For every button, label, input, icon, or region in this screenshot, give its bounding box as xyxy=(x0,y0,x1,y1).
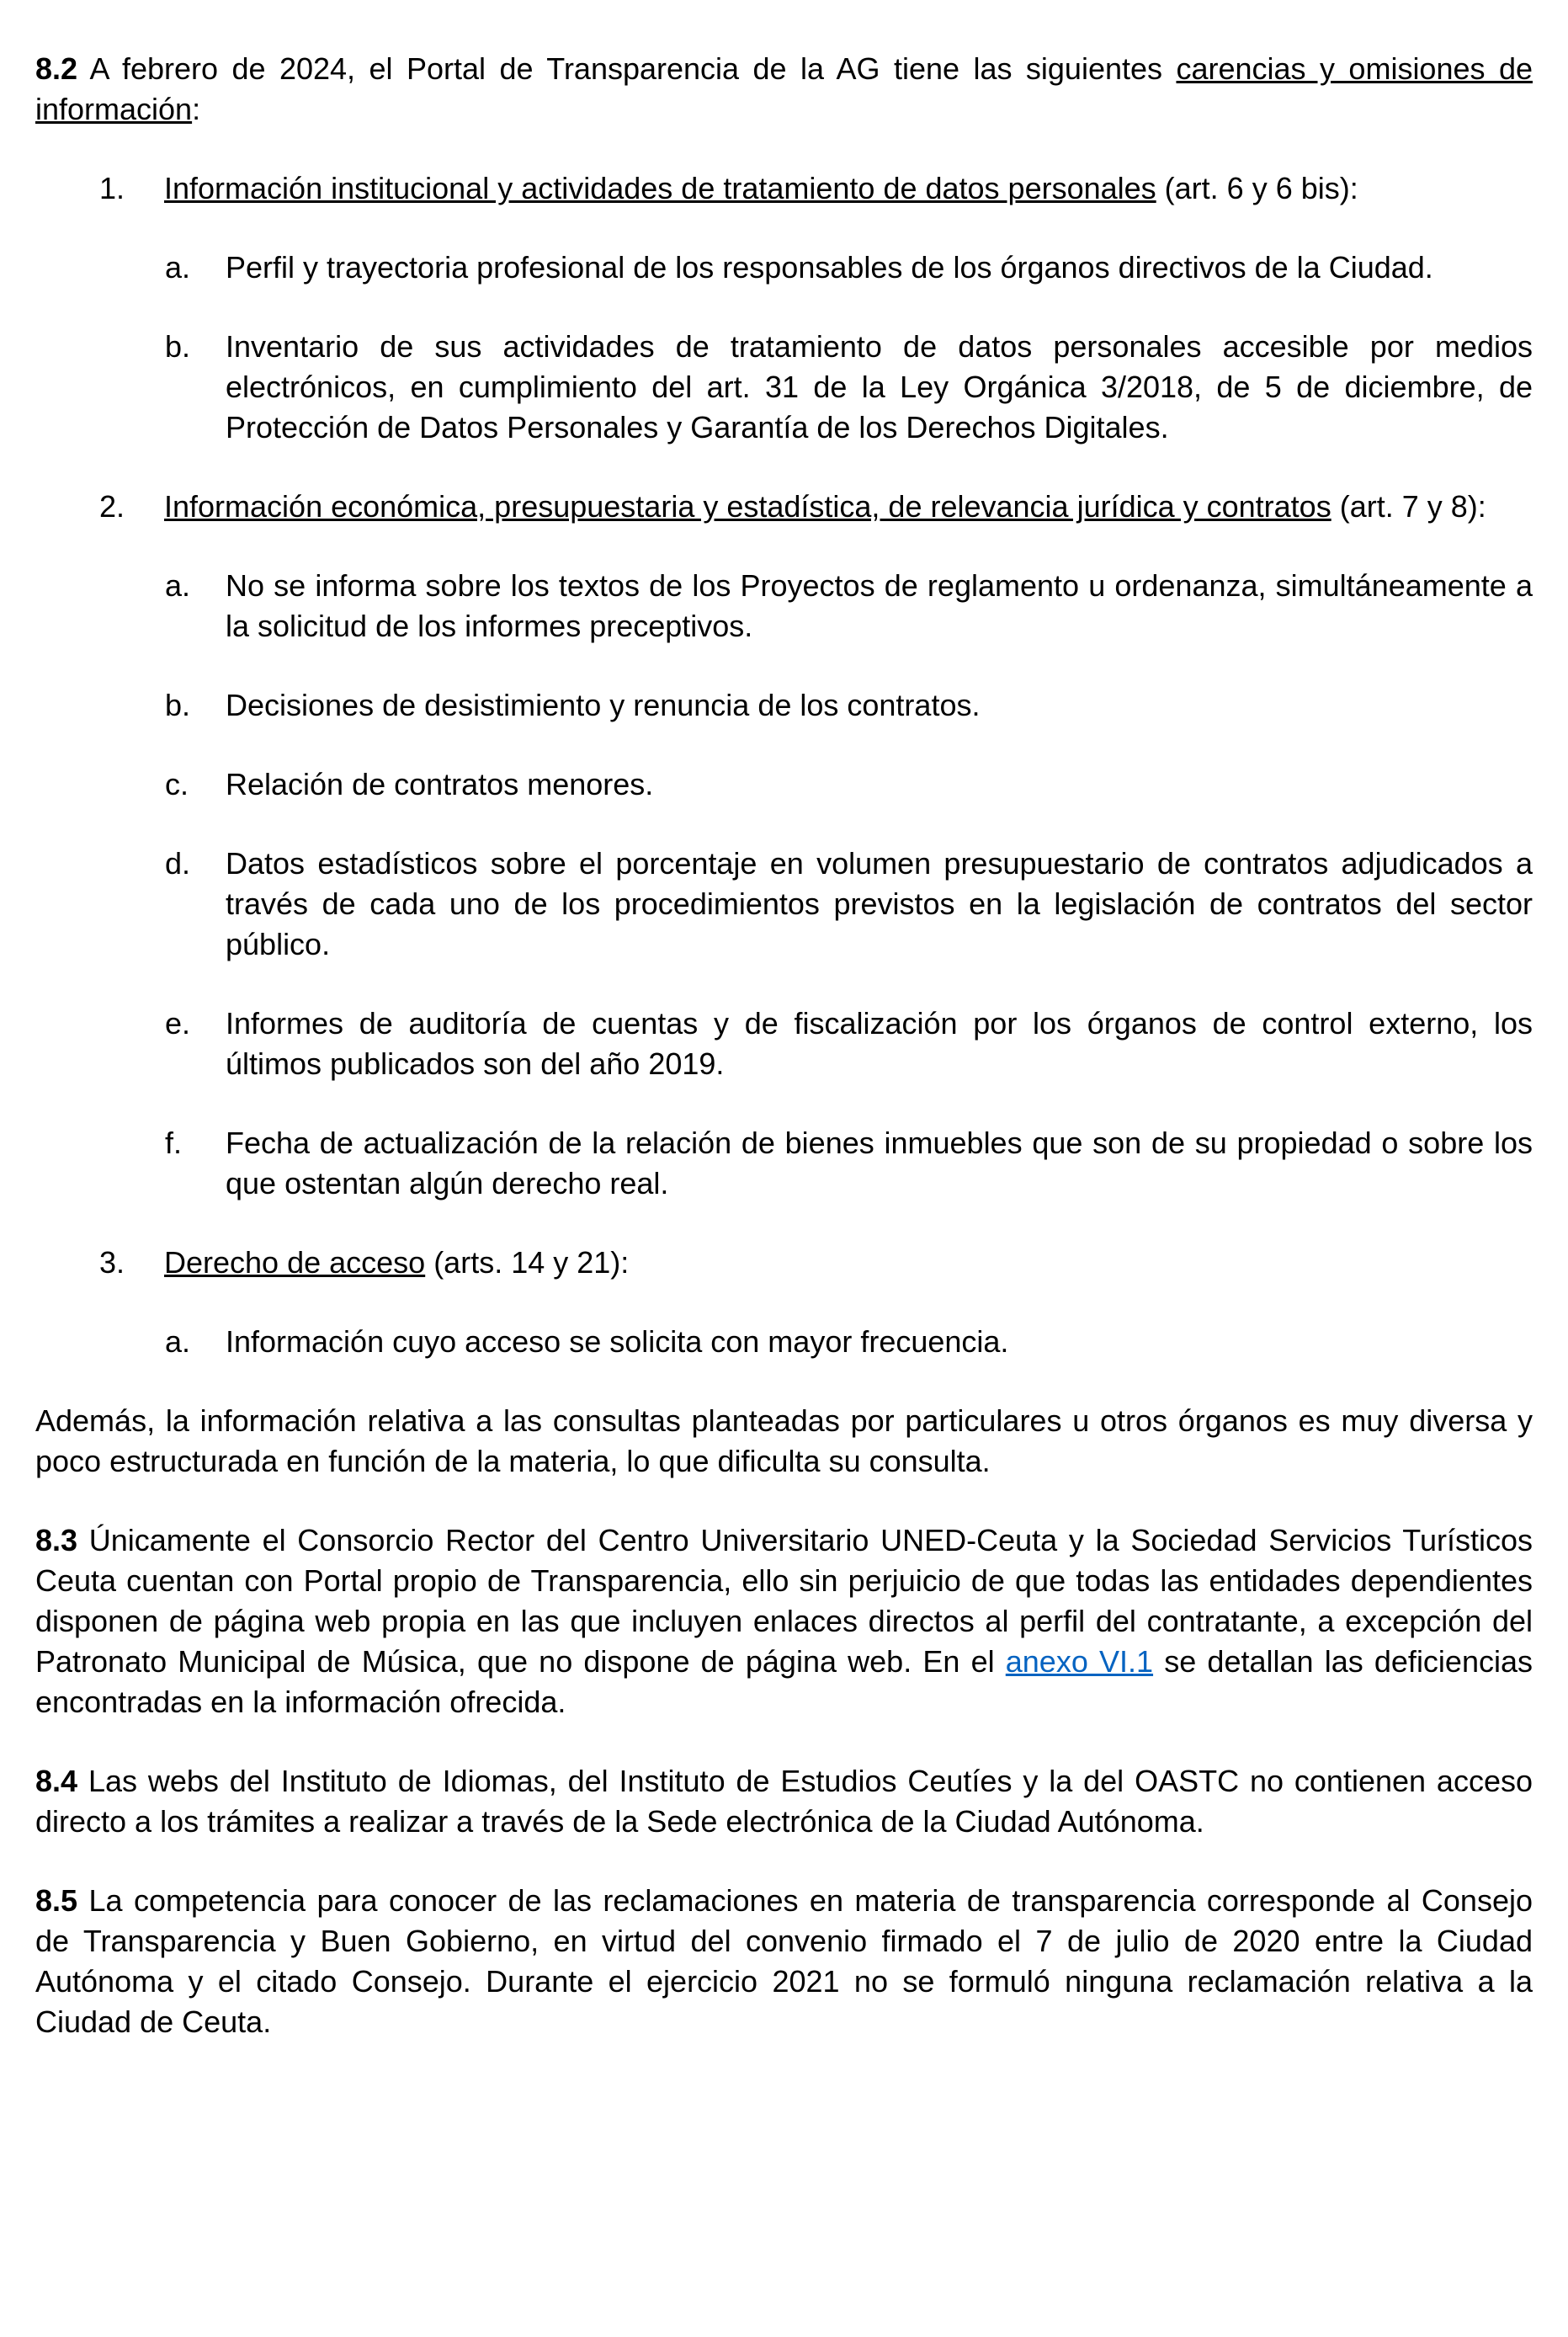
list-marker: f. xyxy=(165,1126,183,1160)
text-run: Las webs del Instituto de Idiomas, del Instituto de Estudios Ceutíes y la del OASTC no contienen acceso directo a los trámites a realizar a través de la Sede electrónica de la Ciudad Autónoma. xyxy=(35,1764,1533,1839)
section-number-8-5: 8.5 xyxy=(35,1883,78,1918)
list-marker: b. xyxy=(165,688,191,722)
list-item-3 xyxy=(35,1243,1533,1283)
sub-item-2d xyxy=(35,844,1533,965)
text-run: : xyxy=(192,92,201,126)
underlined-phrase-carencias: carencias y omisiones de información xyxy=(35,51,1533,126)
sub-item-3a-text: Información cuyo acceso se solicita con mayor frecuencia. xyxy=(226,1324,1009,1359)
sub-item-2c xyxy=(35,764,1533,805)
paragraph-8-5 xyxy=(35,1881,1533,2042)
text-run: (arts. 14 y 21): xyxy=(425,1245,630,1280)
text-run: (art. 7 y 8): xyxy=(1331,489,1486,524)
list-item-3-text xyxy=(164,1243,1533,1283)
paragraph-8-3 xyxy=(35,1520,1533,1722)
list-marker: 1. xyxy=(99,171,125,205)
sub-item-2f xyxy=(35,1123,1533,1204)
underlined-heading-institucional: Información institucional y actividades de tratamiento de datos personales xyxy=(164,171,1156,205)
list-item-2 xyxy=(35,487,1533,527)
sub-item-1b xyxy=(35,327,1533,448)
section-number-8-3: 8.3 xyxy=(35,1523,78,1557)
list-marker: d. xyxy=(165,846,191,881)
sub-item-1b-text: Inventario de sus actividades de tratamiento de datos personales accesible por medios electrónicos, en cumplimiento del art. 31 de la Ley Orgánica 3/2018, de 5 de diciembre, de Protección de Datos Personales y Garantía de los Derechos Digitales. xyxy=(226,329,1533,445)
list-marker: 3. xyxy=(99,1245,125,1280)
underlined-heading-derecho-acceso: Derecho de acceso xyxy=(164,1245,426,1280)
list-item-2-text xyxy=(164,487,1533,527)
section-number-8-2: 8.2 xyxy=(35,51,78,86)
sub-item-2a xyxy=(35,566,1533,647)
list-marker: 2. xyxy=(99,489,125,524)
text-run: A febrero de 2024, el Portal de Transparencia de la AG tiene las siguientes xyxy=(77,51,1177,86)
list-marker: a. xyxy=(165,1324,191,1359)
sub-item-2f-text: Fecha de actualización de la relación de bienes inmuebles que son de su propiedad o sobre los que ostentan algún derecho real. xyxy=(226,1126,1533,1200)
text-run: La competencia para conocer de las reclamaciones en materia de transparencia corresponde al Consejo de Transparencia y Buen Gobierno, en virtud del convenio firmado el 7 de julio de 2020 entre la Ciudad Autónoma y el citado Consejo. Durante el ejercicio 2021 no se formuló ninguna reclamación relativa a la Ciudad de Ceuta. xyxy=(35,1883,1533,2039)
paragraph-8-4 xyxy=(35,1761,1533,1842)
text-run: (art. 6 y 6 bis): xyxy=(1156,171,1358,205)
sub-item-2e-text: Informes de auditoría de cuentas y de fiscalización por los órganos de control externo, los últimos publicados son del año 2019. xyxy=(226,1006,1533,1081)
sub-item-2e xyxy=(35,1003,1533,1084)
paragraph-8-2 xyxy=(35,49,1533,130)
text-run: Únicamente el Consorcio Rector del Centro Universitario UNED-Ceuta y la Sociedad Servicios Turísticos Ceuta cuentan con Portal propio de Transparencia, ello sin perjuicio de que todas las entidades dependientes disponen de página web propia en las que incluyen enlaces directos al perfil del contratante, a excepción del Patronato Municipal de Música, que no dispone de página web. En el xyxy=(35,1523,1533,1679)
section-number-8-4: 8.4 xyxy=(35,1764,78,1798)
sub-item-1a-text: Perfil y trayectoria profesional de los responsables de los órganos directivos de la Ciudad. xyxy=(226,250,1433,285)
list-marker: e. xyxy=(165,1006,191,1041)
sub-item-2c-text: Relación de contratos menores. xyxy=(226,767,654,801)
sub-item-2b-text: Decisiones de desistimiento y renuncia de los contratos. xyxy=(226,688,981,722)
underlined-heading-economica: Información económica, presupuestaria y estadística, de relevancia jurídica y contratos xyxy=(164,489,1331,524)
list-marker: a. xyxy=(165,568,191,603)
list-marker: c. xyxy=(165,767,189,801)
text-run: se detallan las deficiencias encontradas en la información ofrecida. xyxy=(35,1644,1533,1719)
sub-item-3a xyxy=(35,1322,1533,1362)
anexo-vi1-link[interactable]: anexo VI.1 xyxy=(1005,1644,1154,1679)
list-item-1 xyxy=(35,168,1533,209)
list-item-1-text xyxy=(164,168,1533,209)
list-marker: a. xyxy=(165,250,191,285)
list-marker: b. xyxy=(165,329,191,364)
paragraph-ademas: Además, la información relativa a las consultas planteadas por particulares u otros órganos es muy diversa y poco estructurada en función de la materia, lo que dificulta su consulta. xyxy=(35,1403,1533,1478)
sub-item-1a xyxy=(35,248,1533,288)
sub-item-2a-text: No se informa sobre los textos de los Proyectos de reglamento u ordenanza, simultáneamente a la solicitud de los informes preceptivos. xyxy=(226,568,1533,643)
sub-item-2d-text: Datos estadísticos sobre el porcentaje en volumen presupuestario de contratos adjudicados a través de cada uno de los procedimientos previstos en la legislación de contratos del sector público. xyxy=(226,846,1533,961)
sub-item-2b xyxy=(35,685,1533,726)
